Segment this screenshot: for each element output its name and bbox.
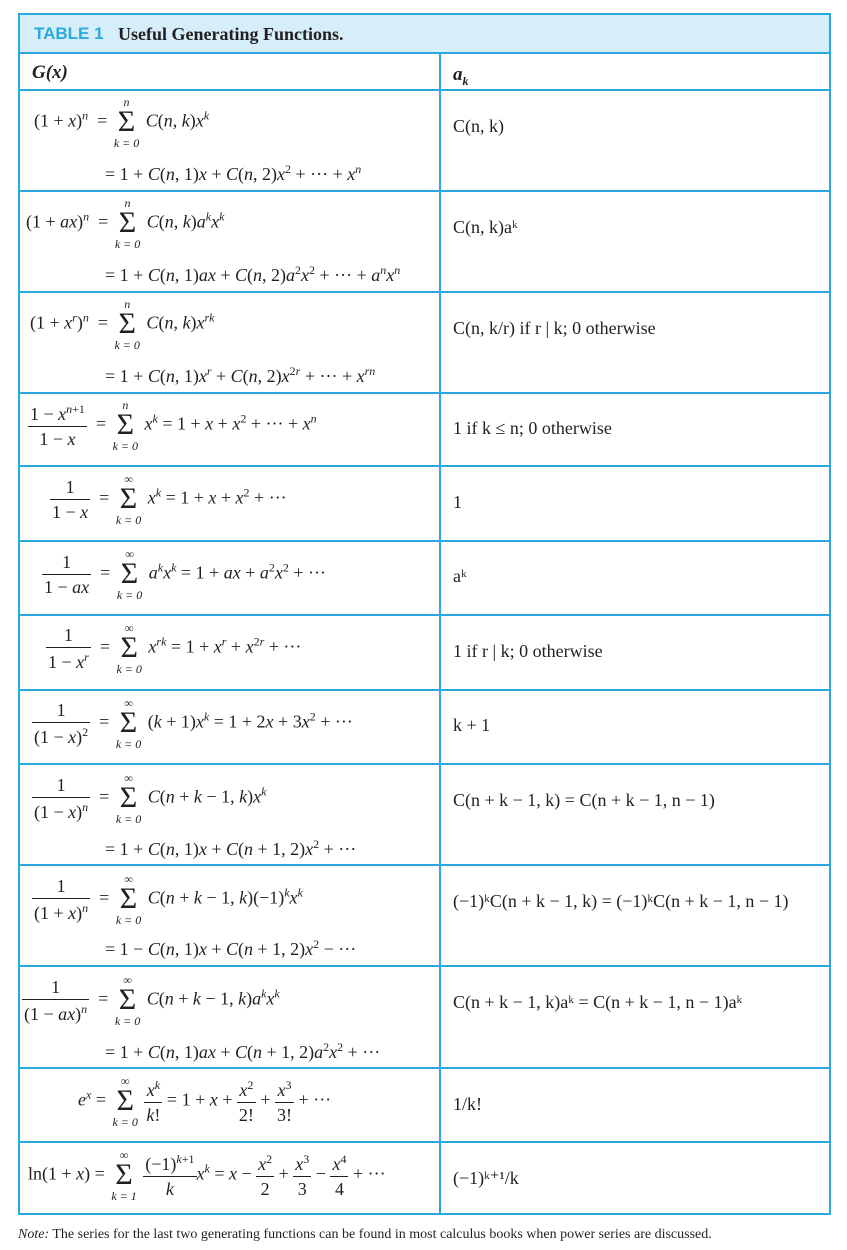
divider [18, 190, 831, 192]
formula-row-7: $\frac{1}{1 - x^r}$ = ∞ Σ k = 0 $x^{rk} = 1 + x^r + x^{2r}$ + ··· [48, 621, 302, 676]
formula-row-8: $\frac{1}{(1 - x)^2}$ = ∞ Σ k = 0 $(k + 1)x^k = 1 + 2x + 3x^2$ + ··· [34, 696, 353, 751]
divider [18, 864, 831, 866]
formula-row-13: ln(1 + x) = ∞ Σ k = 1 $\frac{(-1)^{k+1}}{k}$ $x^k = x$ − $\frac{x^2}{2}$ + $\frac{x^3}{3}$ − $\frac{x^4}{4}$ + ··· [28, 1148, 386, 1203]
formula-row-1: $(1 + x)^n$ = n Σ k = 0 C(n, $k)x^k$ [34, 95, 210, 150]
ak-row-7: 1 if r | k; 0 otherwise [453, 641, 603, 661]
ak-row-1: C(n, k) [453, 116, 504, 136]
divider [18, 540, 831, 542]
formula-row-10: $\frac{1}{(1 + x)^n}$ = ∞ Σ k = 0 C(n + k − 1, $k)(-1)^kx^k$ [34, 872, 303, 927]
formula-row-11: $\frac{1}{(1 - ax)^n}$ = ∞ Σ k = 0 C(n + k − 1, $k)a^kx^k$ [24, 973, 280, 1028]
column-divider [439, 53, 441, 1215]
ak-row-11: C(n + k − 1, k)aᵏ = C(n + k − 1, n − 1)aᵏ [453, 992, 743, 1012]
ak-row-13: (−1)ᵏ⁺¹/k [453, 1168, 519, 1188]
ak-row-10: (−1)ᵏC(n + k − 1, k) = (−1)ᵏC(n + k − 1, n − 1) [453, 891, 789, 911]
divider [18, 965, 831, 967]
formula-row-12: $e^x$ = ∞ Σ k = 0 $\frac{x^k}{k!}$ = 1 + x + $\frac{x^2}{2!}$ + $\frac{x^3}{3!}$ + ··· [78, 1074, 332, 1129]
formula-row-9-expansion: = 1 + C(n, 1)x + C(n + 1, $2)x^2$ + ··· [105, 837, 357, 859]
table-title: Useful Generating Functions. [118, 24, 344, 44]
divider [18, 689, 831, 691]
divider [18, 763, 831, 765]
formula-row-3: $(1 + x^r)^n$ = n Σ k = 0 C(n, $k)x^{rk}$ [30, 297, 215, 352]
divider [18, 614, 831, 616]
ak-row-8: k + 1 [453, 715, 491, 735]
divider [18, 465, 831, 467]
formula-row-1-expansion: = 1 + C(n, 1)x + C(n, $2)x^2$ + ··· + $x^n$ [105, 162, 362, 184]
header-gx: G(x) [32, 62, 68, 83]
formula-row-2-expansion: = 1 + C(n, 1)ax + C(n, $2)a^2x^2$ + ··· + $a^nx^n$ [105, 263, 401, 285]
table-label: TABLE 1 [34, 24, 104, 43]
header-ak: $a_k$ [453, 64, 469, 88]
divider [18, 291, 831, 293]
divider [18, 89, 831, 91]
formula-row-6: $\frac{1}{1 - ax}$ = ∞ Σ k = 0 $a^kx^k = 1$ + ax + $a^2x^2$ + ··· [44, 547, 327, 602]
ak-row-12: 1/k! [453, 1094, 482, 1114]
formula-row-2: (1 + ax)$^n$ = n Σ k = 0 C(n, $k)a^kx^k$ [26, 196, 225, 251]
note-text: The series for the last two generating functions can be found in most calculus books when power series are discussed. [52, 1227, 712, 1242]
formula-row-4: $\frac{1 - x^{n+1}}{1 - x}$ = n Σ k = 0 $x^k = 1 + x + x^2$ + ··· + $x^n$ [30, 398, 317, 453]
ak-row-3: C(n, k/r) if r | k; 0 otherwise [453, 318, 656, 338]
formula-row-11-expansion: = 1 + C(n, 1)ax + C(n + 1, $2)a^2x^2$ + ··· [105, 1040, 381, 1062]
ak-row-9: C(n + k − 1, k) = C(n + k − 1, n − 1) [453, 790, 715, 810]
divider [18, 1067, 831, 1069]
ak-row-6: aᵏ [453, 566, 467, 586]
formula-row-9: $\frac{1}{(1 - x)^n}$ = ∞ Σ k = 0 C(n + k − 1, $k)x^k$ [34, 771, 267, 826]
table-note [18, 1227, 712, 1243]
ak-row-2: C(n, k)aᵏ [453, 217, 518, 237]
ak-row-5: 1 [453, 492, 462, 512]
formula-row-10-expansion: = 1 − C(n, 1)x + C(n + 1, $2)x^2$ − ··· [105, 937, 357, 959]
formula-row-5: $\frac{1}{1 - x}$ = ∞ Σ k = 0 $x^k = 1 + x + x^2$ + ··· [52, 472, 287, 527]
note-label: Note: [18, 1227, 50, 1242]
table-title-bar [20, 15, 829, 53]
divider [18, 1141, 831, 1143]
ak-row-4: 1 if k ≤ n; 0 otherwise [453, 418, 612, 438]
divider [18, 392, 831, 394]
formula-row-3-expansion: = 1 + C(n, $1)x^r + C(n$, $2)x^{2r}$ + ··· + $x^{rn}$ [105, 364, 376, 386]
divider [18, 52, 831, 54]
